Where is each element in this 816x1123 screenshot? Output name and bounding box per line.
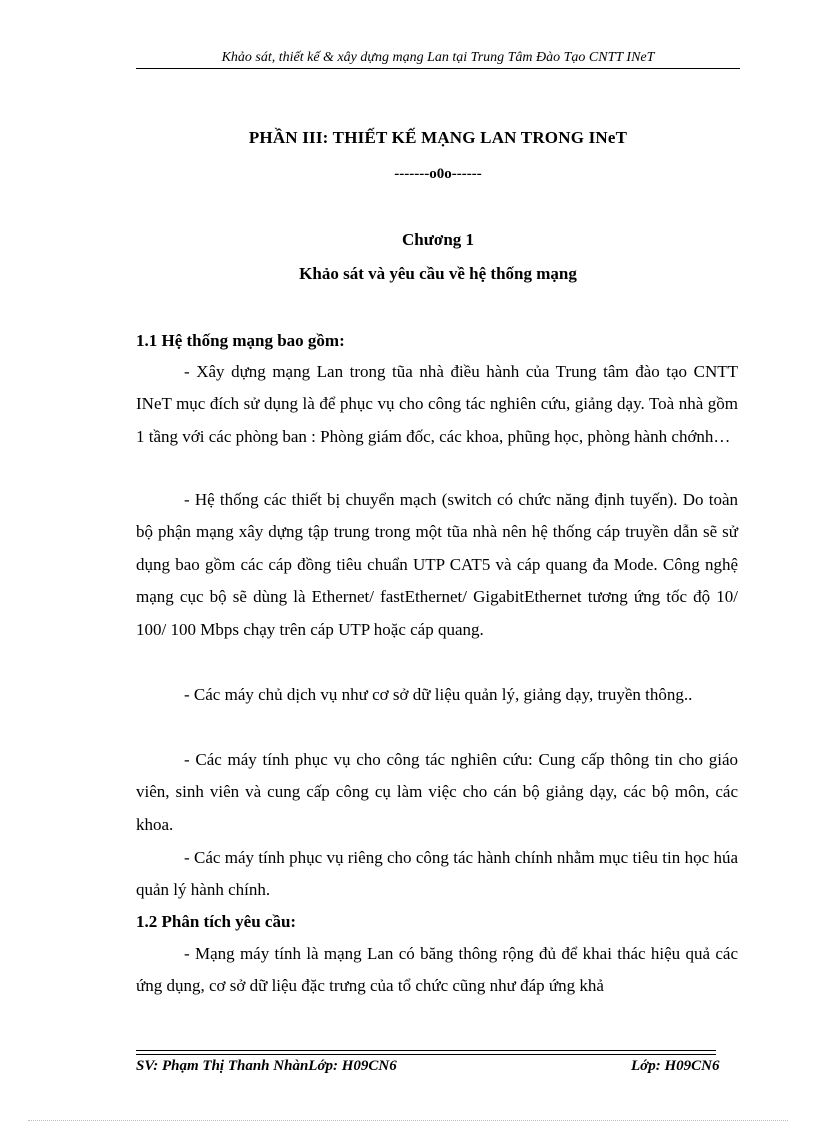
paragraph-1: - Xây dựng mạng Lan trong tũa nhà điều hành của Trung tâm đào tạo CNTT INeT mục đích sử dụng là để phục vụ cho công tác nghiên cứu, giảng dạy. Toà nhà gồm 1 tầng với các phòng ban : Phòng giám đốc, các khoa, phũng học, phòng hành chớnh… bbox=[136, 362, 738, 446]
section-heading-1-2: 1.2 Phân tích yêu cầu: bbox=[136, 912, 297, 931]
paragraph-4: - Các máy tính phục vụ cho công tác nghiên cứu: Cung cấp thông tin cho giáo viên, sinh viên và cung cấp công cụ làm việc cho cán bộ giảng dạy, các bộ môn, các khoa. bbox=[136, 750, 738, 834]
running-header: Khảo sát, thiết kế & xây dựng mạng Lan tại Trung Tâm Đào Tạo CNTT INeT bbox=[221, 50, 655, 65]
footer-student: SV: Phạm Thị Thanh NhànLớp: H09CN6 bbox=[136, 1058, 397, 1074]
paragraph-2: - Hệ thống các thiết bị chuyển mạch (switch có chức năng định tuyến). Do toàn bộ phận mạng xây dựng tập trung trong một tũa nhà nên hệ thống cáp truyền dẫn sẽ sử dụng bao gồm các cáp đồng tiêu chuẩn UTP CAT5 và cáp quang đa Mode. Công nghệ mạng cục bộ sẽ dùng là Ethernet/ fastEthernet/ GigabitEthernet tương ứng tốc độ 10/ 100/ 100 Mbps chạy trên cáp UTP hoặc cáp quang. bbox=[136, 490, 738, 639]
title-ornament: -------o0o------ bbox=[394, 166, 482, 182]
footer-class: Lớp: H09CN6 bbox=[631, 1058, 720, 1074]
footer-rule-double bbox=[136, 1054, 716, 1055]
section-heading-1-1: 1.1 Hệ thống mạng bao gồm: bbox=[136, 331, 345, 350]
paragraph-3: - Các máy chủ dịch vụ như cơ sở dữ liệu quản lý, giảng dạy, truyền thông.. bbox=[184, 685, 693, 704]
chapter-title: Khảo sát và yêu cầu về hệ thống mạng bbox=[299, 264, 577, 283]
paragraph-5: - Các máy tính phục vụ riêng cho công tác hành chính nhằm mục tiêu tin học húa quản lý hành chính. bbox=[136, 848, 738, 900]
header-rule bbox=[136, 68, 740, 69]
chapter-number: Chương 1 bbox=[401, 230, 475, 249]
paragraph-6: - Mạng máy tính là mạng Lan có băng thông rộng đủ để khai thác hiệu quả các ứng dụng, cơ sở dữ liệu đặc trưng của tổ chức cũng như đáp ứng khả bbox=[136, 944, 738, 996]
footer-rule bbox=[136, 1050, 716, 1051]
part-title: PHẦN III: THIẾT KẾ MẠNG LAN TRONG INeT bbox=[248, 128, 628, 147]
page-bottom-dotted-line bbox=[28, 1120, 788, 1121]
